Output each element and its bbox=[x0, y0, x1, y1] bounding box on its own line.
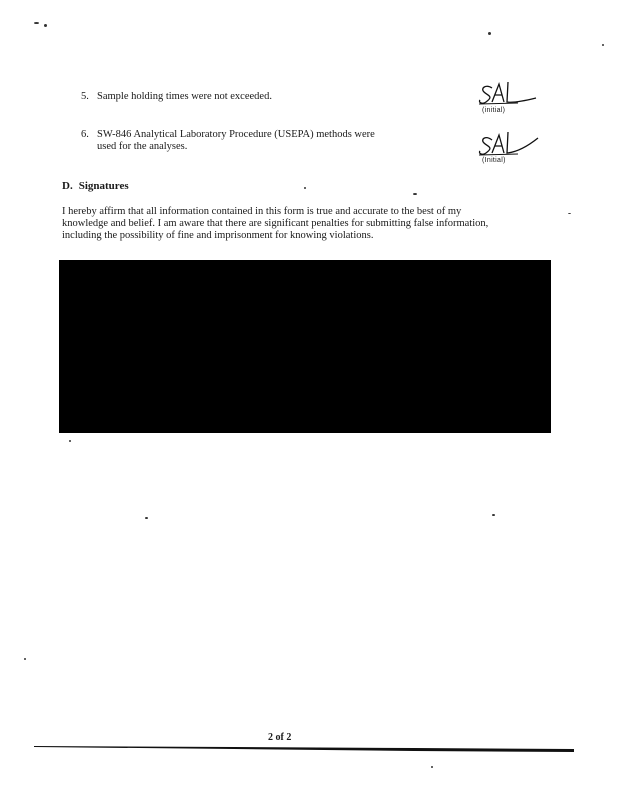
scan-speck bbox=[34, 22, 39, 24]
redacted-signature-block bbox=[59, 260, 551, 433]
section-title: Signatures bbox=[78, 180, 129, 192]
handwritten-initials-icon bbox=[474, 128, 544, 160]
scan-speck bbox=[431, 766, 433, 768]
page-number: 2 of 2 bbox=[268, 732, 292, 743]
section-heading bbox=[62, 180, 129, 192]
scan-speck bbox=[492, 514, 495, 516]
initial-label: (initial) bbox=[482, 107, 506, 114]
scan-speck bbox=[304, 187, 306, 189]
scan-speck bbox=[488, 32, 491, 35]
item-number: 6. bbox=[81, 129, 89, 140]
scan-speck bbox=[602, 44, 604, 46]
section-letter: D. bbox=[62, 180, 73, 192]
affirmation-statement: I hereby affirm that all information contained in this form is true and accurate to the best of my knowledge and belief. I am aware that there are significant penalties for submitting false information, including the possibility of fine and imprisonment for knowing violations. bbox=[62, 206, 489, 241]
initial-label: (Initial) bbox=[482, 157, 506, 164]
item-text: Sample holding times were not exceeded. bbox=[97, 91, 272, 102]
checklist-item-6 bbox=[81, 129, 401, 153]
scan-speck bbox=[568, 213, 571, 214]
item-number: 5. bbox=[81, 91, 89, 102]
scan-speck bbox=[69, 440, 71, 442]
checklist-item-5 bbox=[81, 91, 272, 103]
item-text: SW-846 Analytical Laboratory Procedure (USEPA) methods were used for the analyses. bbox=[97, 129, 375, 152]
initial-signature-2 bbox=[474, 128, 544, 170]
initial-signature-1 bbox=[474, 78, 544, 120]
scan-speck bbox=[44, 24, 47, 27]
scan-speck bbox=[413, 193, 417, 195]
scan-speck bbox=[145, 517, 148, 519]
handwritten-initials-icon bbox=[474, 78, 544, 110]
footer-rule bbox=[34, 744, 578, 754]
scan-speck bbox=[24, 658, 26, 660]
